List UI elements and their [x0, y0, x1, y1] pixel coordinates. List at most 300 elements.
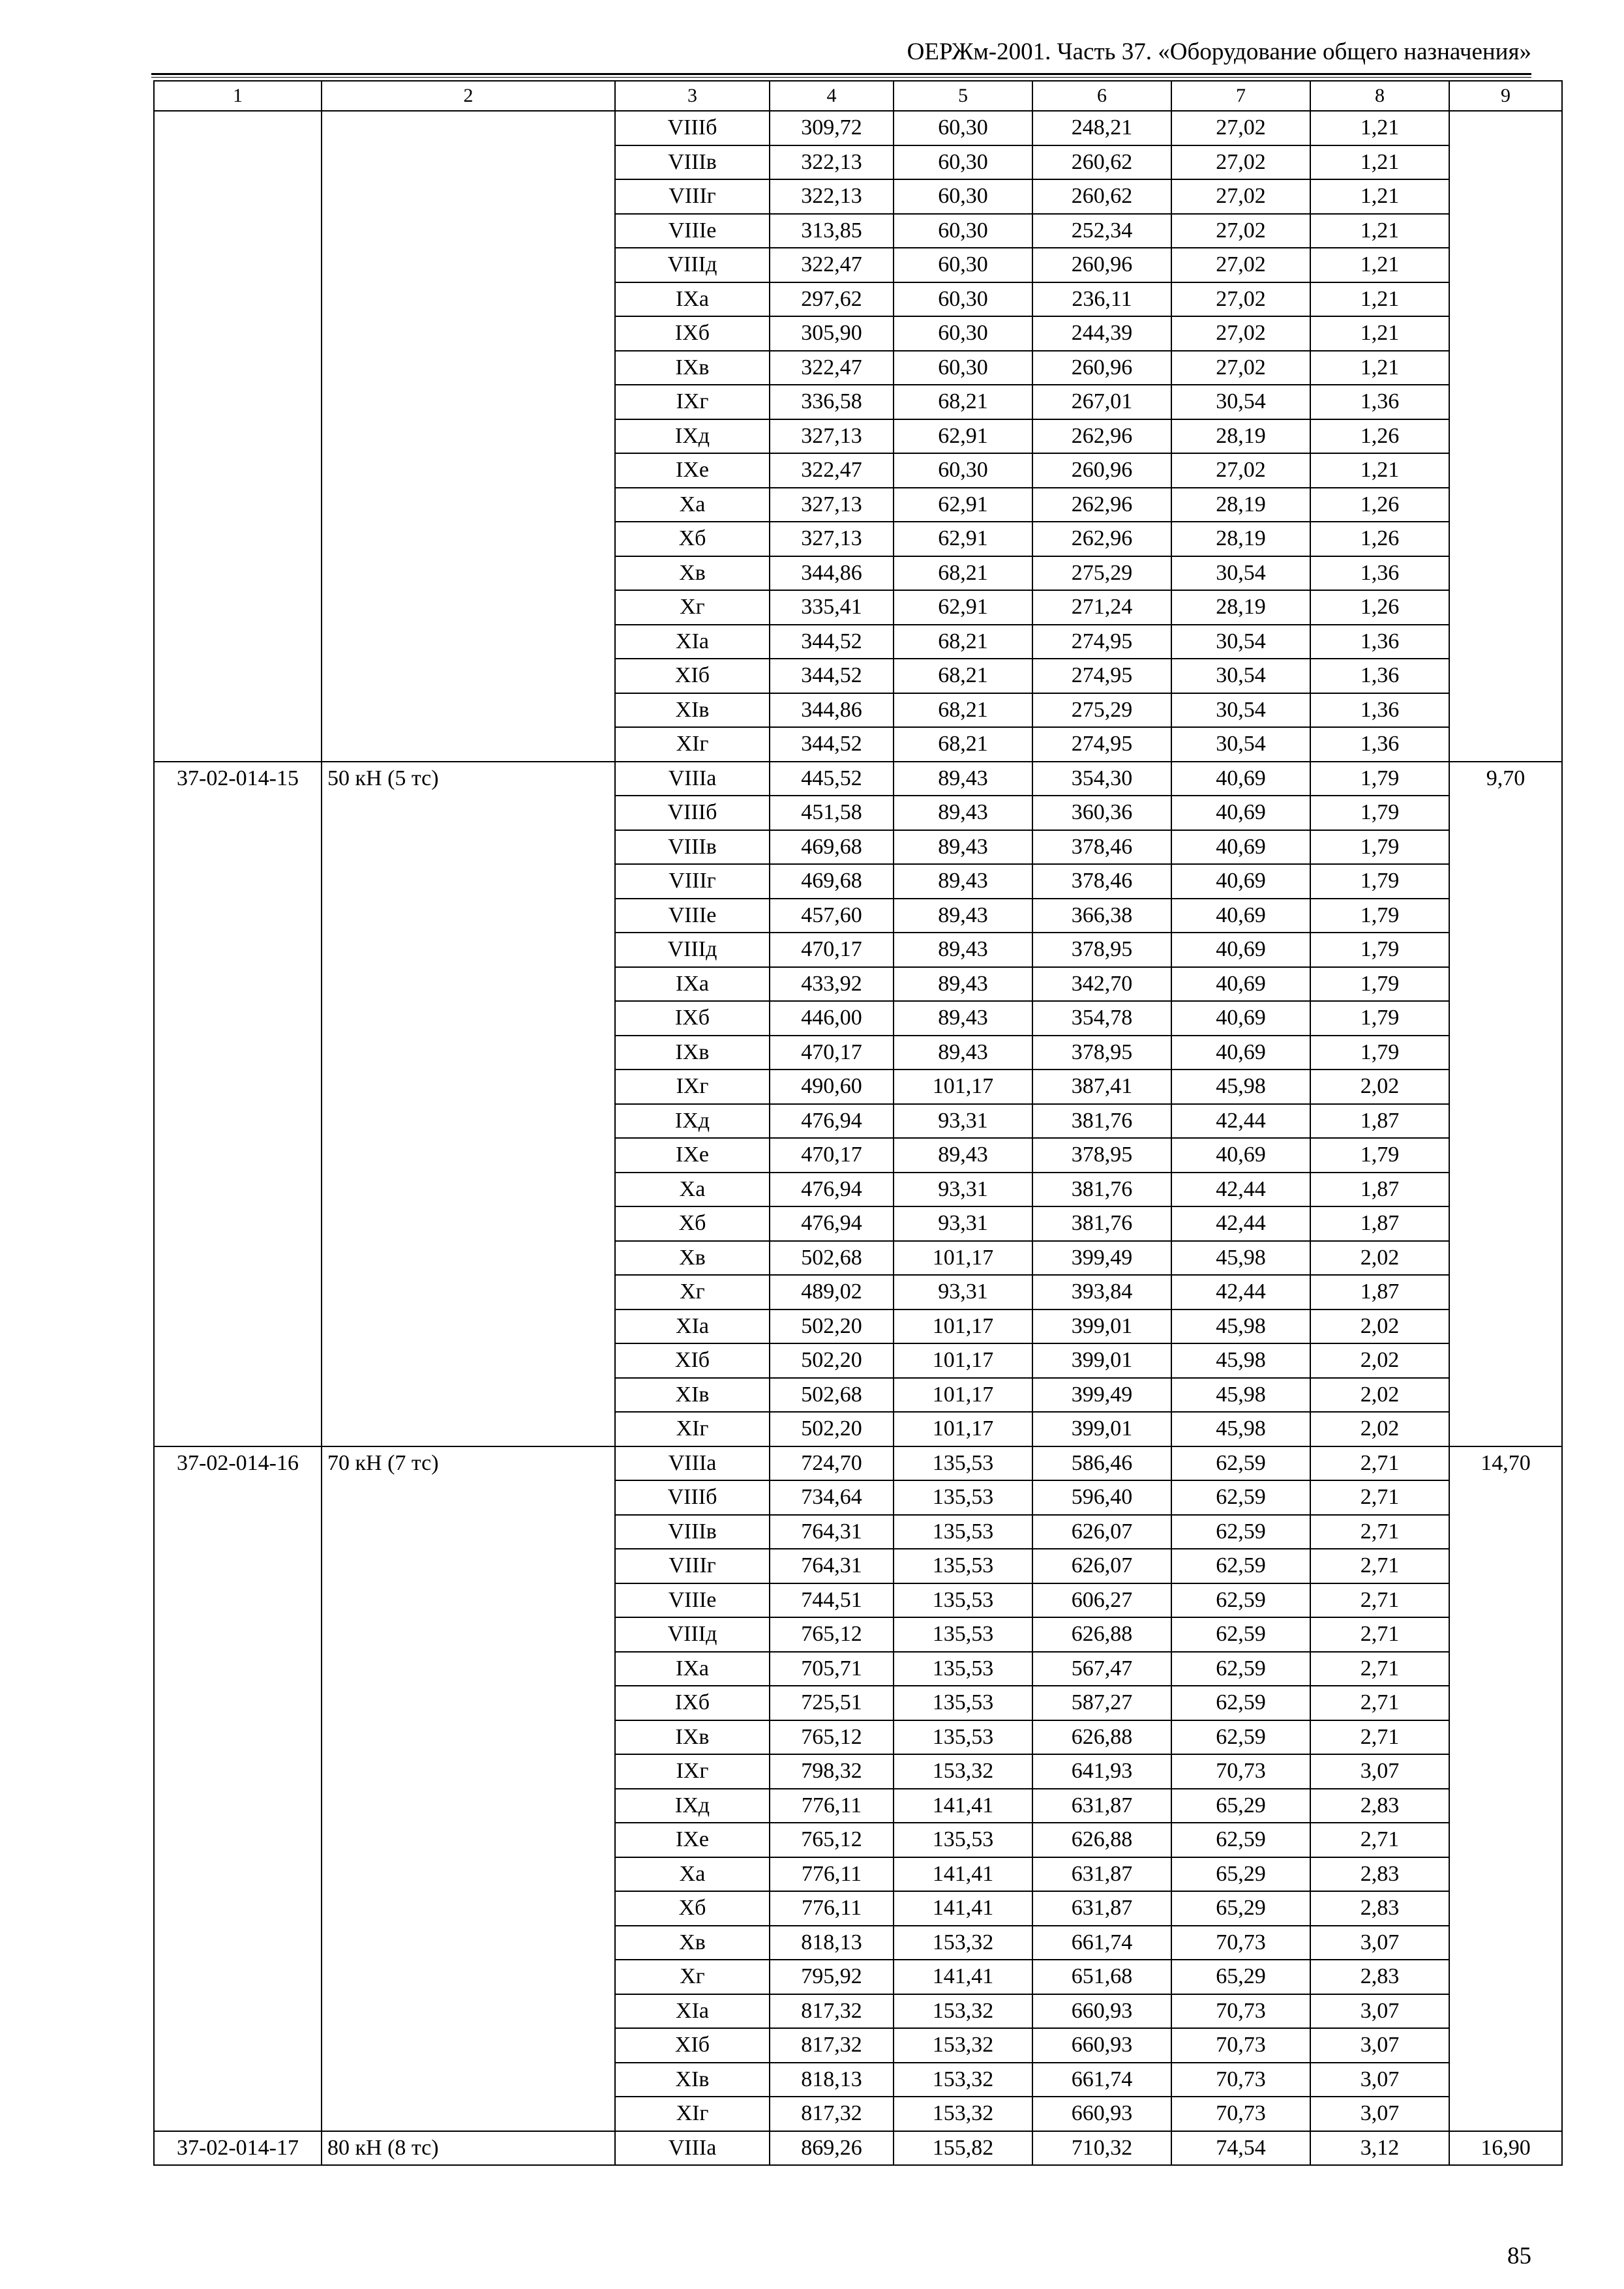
- value-cell: 399,49: [1032, 1241, 1171, 1276]
- value-cell: 65,29: [1171, 1960, 1310, 1994]
- value-cell: 135,53: [894, 1446, 1032, 1481]
- value-cell: 631,87: [1032, 1789, 1171, 1823]
- value-cell: 153,32: [894, 2028, 1032, 2063]
- region-cell: VIIIб: [615, 1480, 770, 1515]
- value-cell: 344,52: [770, 625, 894, 659]
- value-cell: 2,83: [1310, 1789, 1449, 1823]
- value-cell: 776,11: [770, 1891, 894, 1926]
- value-cell: 40,69: [1171, 933, 1310, 967]
- value-cell: 631,87: [1032, 1891, 1171, 1926]
- value-cell: 476,94: [770, 1206, 894, 1241]
- column-number: 5: [894, 81, 1032, 111]
- value-cell: 764,31: [770, 1549, 894, 1583]
- value-cell: 3,12: [1310, 2131, 1449, 2166]
- region-cell: IXе: [615, 453, 770, 488]
- value-cell: 93,31: [894, 1275, 1032, 1309]
- value-cell: 1,21: [1310, 351, 1449, 385]
- value-cell: 322,47: [770, 453, 894, 488]
- value-cell: 457,60: [770, 899, 894, 933]
- value-cell: 93,31: [894, 1206, 1032, 1241]
- value-cell: 40,69: [1171, 1036, 1310, 1070]
- value-cell: 399,49: [1032, 1378, 1171, 1413]
- value-cell: 502,68: [770, 1378, 894, 1413]
- value-cell: 135,53: [894, 1549, 1032, 1583]
- value-cell: 2,02: [1310, 1412, 1449, 1446]
- value-cell: 631,87: [1032, 1857, 1171, 1892]
- value-cell: 153,32: [894, 1994, 1032, 2029]
- value-cell: 344,52: [770, 727, 894, 762]
- value-cell: 68,21: [894, 693, 1032, 728]
- value-cell: 62,59: [1171, 1686, 1310, 1720]
- region-cell: XIв: [615, 2063, 770, 2097]
- value-cell: 60,30: [894, 282, 1032, 317]
- value-cell: 62,91: [894, 488, 1032, 522]
- value-cell: 101,17: [894, 1241, 1032, 1276]
- region-cell: VIIIв: [615, 1515, 770, 1549]
- value-cell: 1,87: [1310, 1275, 1449, 1309]
- value-cell: 818,13: [770, 1926, 894, 1960]
- value-cell: 626,07: [1032, 1549, 1171, 1583]
- value-cell: 45,98: [1171, 1343, 1310, 1378]
- col9-cell: [1449, 111, 1562, 762]
- value-cell: 30,54: [1171, 693, 1310, 728]
- value-cell: 28,19: [1171, 488, 1310, 522]
- value-cell: 399,01: [1032, 1412, 1171, 1446]
- value-cell: 660,93: [1032, 1994, 1171, 2029]
- value-cell: 1,21: [1310, 145, 1449, 180]
- region-cell: VIIIб: [615, 111, 770, 145]
- value-cell: 153,32: [894, 2097, 1032, 2131]
- value-cell: 27,02: [1171, 214, 1310, 248]
- value-cell: 489,02: [770, 1275, 894, 1309]
- value-cell: 381,76: [1032, 1104, 1171, 1139]
- value-cell: 393,84: [1032, 1275, 1171, 1309]
- value-cell: 651,68: [1032, 1960, 1171, 1994]
- value-cell: 40,69: [1171, 830, 1310, 865]
- value-cell: 502,20: [770, 1343, 894, 1378]
- value-cell: 626,88: [1032, 1720, 1171, 1755]
- region-cell: XIа: [615, 625, 770, 659]
- region-cell: VIIIг: [615, 864, 770, 899]
- table-row: [154, 2131, 1562, 2166]
- region-cell: VIIIб: [615, 796, 770, 830]
- value-cell: 3,07: [1310, 1926, 1449, 1960]
- value-cell: 335,41: [770, 590, 894, 625]
- region-cell: XIв: [615, 1378, 770, 1413]
- value-cell: 27,02: [1171, 316, 1310, 351]
- value-cell: 275,29: [1032, 556, 1171, 591]
- value-cell: 89,43: [894, 933, 1032, 967]
- value-cell: 313,85: [770, 214, 894, 248]
- table-body: [154, 81, 1562, 2165]
- table-row: [154, 1446, 1562, 1481]
- value-cell: 327,13: [770, 419, 894, 454]
- value-cell: 502,20: [770, 1309, 894, 1344]
- value-cell: 354,78: [1032, 1001, 1171, 1036]
- value-cell: 2,71: [1310, 1823, 1449, 1857]
- value-cell: 236,11: [1032, 282, 1171, 317]
- region-cell: XIб: [615, 659, 770, 693]
- value-cell: 62,91: [894, 522, 1032, 556]
- value-cell: 260,62: [1032, 179, 1171, 214]
- value-cell: 327,13: [770, 488, 894, 522]
- code-cell: [154, 111, 322, 762]
- value-cell: 470,17: [770, 933, 894, 967]
- value-cell: 765,12: [770, 1617, 894, 1652]
- value-cell: 89,43: [894, 1138, 1032, 1173]
- value-cell: 1,21: [1310, 316, 1449, 351]
- value-cell: 502,68: [770, 1241, 894, 1276]
- value-cell: 817,32: [770, 2028, 894, 2063]
- region-cell: VIIIд: [615, 248, 770, 282]
- region-cell: IXб: [615, 1686, 770, 1720]
- region-cell: XIа: [615, 1309, 770, 1344]
- value-cell: 817,32: [770, 1994, 894, 2029]
- name-cell: 50 кН (5 тс): [322, 762, 615, 1446]
- value-cell: 2,83: [1310, 1960, 1449, 1994]
- column-number: 8: [1310, 81, 1449, 111]
- value-cell: 74,54: [1171, 2131, 1310, 2166]
- value-cell: 1,87: [1310, 1206, 1449, 1241]
- value-cell: 660,93: [1032, 2097, 1171, 2131]
- region-cell: Xб: [615, 1206, 770, 1241]
- value-cell: 45,98: [1171, 1412, 1310, 1446]
- value-cell: 153,32: [894, 1754, 1032, 1789]
- value-cell: 626,88: [1032, 1823, 1171, 1857]
- value-cell: 567,47: [1032, 1652, 1171, 1686]
- value-cell: 2,71: [1310, 1446, 1449, 1481]
- value-cell: 40,69: [1171, 967, 1310, 1002]
- value-cell: 1,21: [1310, 111, 1449, 145]
- value-cell: 1,21: [1310, 282, 1449, 317]
- value-cell: 68,21: [894, 556, 1032, 591]
- value-cell: 1,79: [1310, 762, 1449, 796]
- value-cell: 378,95: [1032, 1036, 1171, 1070]
- value-cell: 1,79: [1310, 1036, 1449, 1070]
- name-cell: 80 кН (8 тс): [322, 2131, 615, 2166]
- value-cell: 586,46: [1032, 1446, 1171, 1481]
- value-cell: 27,02: [1171, 179, 1310, 214]
- column-number: 2: [322, 81, 615, 111]
- value-cell: 262,96: [1032, 488, 1171, 522]
- code-cell: 37-02-014-15: [154, 762, 322, 1446]
- value-cell: 2,02: [1310, 1070, 1449, 1104]
- value-cell: 381,76: [1032, 1206, 1171, 1241]
- column-number: 7: [1171, 81, 1310, 111]
- header-rule: [151, 77, 1531, 78]
- value-cell: 469,68: [770, 864, 894, 899]
- value-cell: 260,96: [1032, 351, 1171, 385]
- value-cell: 135,53: [894, 1686, 1032, 1720]
- value-cell: 262,96: [1032, 522, 1171, 556]
- region-cell: VIIIа: [615, 2131, 770, 2166]
- region-cell: IXб: [615, 1001, 770, 1036]
- name-cell: [322, 111, 615, 762]
- region-cell: VIIIд: [615, 1617, 770, 1652]
- value-cell: 62,59: [1171, 1480, 1310, 1515]
- value-cell: 68,21: [894, 625, 1032, 659]
- region-cell: Xв: [615, 556, 770, 591]
- value-cell: 62,59: [1171, 1446, 1310, 1481]
- value-cell: 68,21: [894, 727, 1032, 762]
- value-cell: 27,02: [1171, 453, 1310, 488]
- region-cell: Xг: [615, 590, 770, 625]
- value-cell: 2,02: [1310, 1241, 1449, 1276]
- value-cell: 45,98: [1171, 1309, 1310, 1344]
- value-cell: 1,79: [1310, 1138, 1449, 1173]
- value-cell: 135,53: [894, 1652, 1032, 1686]
- value-cell: 60,30: [894, 351, 1032, 385]
- col9-cell: 9,70: [1449, 762, 1562, 1446]
- value-cell: 1,36: [1310, 659, 1449, 693]
- value-cell: 60,30: [894, 316, 1032, 351]
- region-cell: IXг: [615, 1754, 770, 1789]
- value-cell: 725,51: [770, 1686, 894, 1720]
- value-cell: 3,07: [1310, 1994, 1449, 2029]
- page-header-title: ОЕРЖм-2001. Часть 37. «Оборудование общего назначения»: [907, 38, 1531, 65]
- value-cell: 93,31: [894, 1173, 1032, 1207]
- value-cell: 248,21: [1032, 111, 1171, 145]
- value-cell: 378,95: [1032, 933, 1171, 967]
- value-cell: 765,12: [770, 1823, 894, 1857]
- value-cell: 70,73: [1171, 1994, 1310, 2029]
- value-cell: 260,96: [1032, 453, 1171, 488]
- value-cell: 2,71: [1310, 1515, 1449, 1549]
- region-cell: VIIIв: [615, 145, 770, 180]
- value-cell: 40,69: [1171, 1138, 1310, 1173]
- value-cell: 28,19: [1171, 590, 1310, 625]
- value-cell: 399,01: [1032, 1309, 1171, 1344]
- region-cell: XIб: [615, 2028, 770, 2063]
- value-cell: 40,69: [1171, 864, 1310, 899]
- value-cell: 262,96: [1032, 419, 1171, 454]
- region-cell: IXд: [615, 419, 770, 454]
- value-cell: 360,36: [1032, 796, 1171, 830]
- value-cell: 101,17: [894, 1343, 1032, 1378]
- value-cell: 795,92: [770, 1960, 894, 1994]
- value-cell: 45,98: [1171, 1241, 1310, 1276]
- region-cell: Xб: [615, 522, 770, 556]
- value-cell: 734,64: [770, 1480, 894, 1515]
- region-cell: Xв: [615, 1926, 770, 1960]
- value-cell: 60,30: [894, 111, 1032, 145]
- value-cell: 764,31: [770, 1515, 894, 1549]
- region-cell: Xа: [615, 1857, 770, 1892]
- value-cell: 60,30: [894, 248, 1032, 282]
- value-cell: 3,07: [1310, 2063, 1449, 2097]
- value-cell: 869,26: [770, 2131, 894, 2166]
- value-cell: 45,98: [1171, 1070, 1310, 1104]
- value-cell: 40,69: [1171, 762, 1310, 796]
- value-cell: 3,07: [1310, 2097, 1449, 2131]
- value-cell: 42,44: [1171, 1206, 1310, 1241]
- value-cell: 1,79: [1310, 933, 1449, 967]
- region-cell: Xб: [615, 1891, 770, 1926]
- value-cell: 1,79: [1310, 830, 1449, 865]
- value-cell: 101,17: [894, 1309, 1032, 1344]
- value-cell: 27,02: [1171, 248, 1310, 282]
- value-cell: 155,82: [894, 2131, 1032, 2166]
- region-cell: IXд: [615, 1789, 770, 1823]
- value-cell: 661,74: [1032, 2063, 1171, 2097]
- value-cell: 641,93: [1032, 1754, 1171, 1789]
- code-cell: 37-02-014-16: [154, 1446, 322, 2131]
- value-cell: 62,59: [1171, 1617, 1310, 1652]
- value-cell: 62,59: [1171, 1583, 1310, 1618]
- value-cell: 469,68: [770, 830, 894, 865]
- value-cell: 1,36: [1310, 556, 1449, 591]
- value-cell: 344,52: [770, 659, 894, 693]
- value-cell: 101,17: [894, 1378, 1032, 1413]
- value-cell: 342,70: [1032, 967, 1171, 1002]
- value-cell: 626,07: [1032, 1515, 1171, 1549]
- value-cell: 1,79: [1310, 1001, 1449, 1036]
- value-cell: 30,54: [1171, 659, 1310, 693]
- region-cell: XIа: [615, 1994, 770, 2029]
- region-cell: IXа: [615, 967, 770, 1002]
- value-cell: 661,74: [1032, 1926, 1171, 1960]
- region-cell: Xг: [615, 1275, 770, 1309]
- value-cell: 60,30: [894, 145, 1032, 180]
- value-cell: 366,38: [1032, 899, 1171, 933]
- col9-cell: 14,70: [1449, 1446, 1562, 2131]
- value-cell: 1,21: [1310, 214, 1449, 248]
- value-cell: 1,21: [1310, 248, 1449, 282]
- value-cell: 27,02: [1171, 282, 1310, 317]
- value-cell: 89,43: [894, 1036, 1032, 1070]
- value-cell: 322,47: [770, 351, 894, 385]
- value-cell: 135,53: [894, 1515, 1032, 1549]
- value-cell: 724,70: [770, 1446, 894, 1481]
- table-row: [154, 111, 1562, 145]
- region-cell: XIг: [615, 727, 770, 762]
- value-cell: 30,54: [1171, 727, 1310, 762]
- value-cell: 153,32: [894, 1926, 1032, 1960]
- value-cell: 135,53: [894, 1823, 1032, 1857]
- value-cell: 141,41: [894, 1789, 1032, 1823]
- value-cell: 2,71: [1310, 1686, 1449, 1720]
- value-cell: 378,46: [1032, 864, 1171, 899]
- value-cell: 89,43: [894, 899, 1032, 933]
- value-cell: 260,96: [1032, 248, 1171, 282]
- value-cell: 1,26: [1310, 522, 1449, 556]
- value-cell: 62,59: [1171, 1720, 1310, 1755]
- value-cell: 135,53: [894, 1480, 1032, 1515]
- region-cell: IXа: [615, 282, 770, 317]
- value-cell: 70,73: [1171, 2097, 1310, 2131]
- region-cell: IXд: [615, 1104, 770, 1139]
- value-cell: 817,32: [770, 2097, 894, 2131]
- value-cell: 1,87: [1310, 1173, 1449, 1207]
- value-cell: 606,27: [1032, 1583, 1171, 1618]
- value-cell: 587,27: [1032, 1686, 1171, 1720]
- value-cell: 470,17: [770, 1138, 894, 1173]
- region-cell: VIIIг: [615, 179, 770, 214]
- value-cell: 297,62: [770, 282, 894, 317]
- region-cell: VIIIв: [615, 830, 770, 865]
- value-cell: 705,71: [770, 1652, 894, 1686]
- value-cell: 60,30: [894, 179, 1032, 214]
- value-cell: 3,07: [1310, 2028, 1449, 2063]
- value-cell: 135,53: [894, 1720, 1032, 1755]
- value-cell: 101,17: [894, 1070, 1032, 1104]
- region-cell: IXв: [615, 351, 770, 385]
- value-cell: 2,71: [1310, 1583, 1449, 1618]
- value-cell: 60,30: [894, 453, 1032, 488]
- value-cell: 252,34: [1032, 214, 1171, 248]
- value-cell: 451,58: [770, 796, 894, 830]
- region-cell: IXв: [615, 1720, 770, 1755]
- value-cell: 445,52: [770, 762, 894, 796]
- value-cell: 141,41: [894, 1891, 1032, 1926]
- value-cell: 502,20: [770, 1412, 894, 1446]
- page-number: 85: [1507, 2243, 1531, 2269]
- value-cell: 1,79: [1310, 899, 1449, 933]
- value-cell: 2,83: [1310, 1891, 1449, 1926]
- value-cell: 70,73: [1171, 2028, 1310, 2063]
- value-cell: 818,13: [770, 2063, 894, 2097]
- price-table: [153, 80, 1563, 2166]
- value-cell: 40,69: [1171, 796, 1310, 830]
- value-cell: 89,43: [894, 1001, 1032, 1036]
- value-cell: 381,76: [1032, 1173, 1171, 1207]
- value-cell: 1,21: [1310, 453, 1449, 488]
- code-cell: 37-02-014-17: [154, 2131, 322, 2166]
- value-cell: 2,71: [1310, 1652, 1449, 1686]
- value-cell: 30,54: [1171, 556, 1310, 591]
- region-cell: IXб: [615, 316, 770, 351]
- value-cell: 798,32: [770, 1754, 894, 1789]
- value-cell: 89,43: [894, 967, 1032, 1002]
- value-cell: 1,26: [1310, 590, 1449, 625]
- value-cell: 27,02: [1171, 111, 1310, 145]
- region-cell: VIIIе: [615, 899, 770, 933]
- value-cell: 40,69: [1171, 899, 1310, 933]
- col9-cell: 16,90: [1449, 2131, 1562, 2166]
- column-number: 3: [615, 81, 770, 111]
- region-cell: IXг: [615, 1070, 770, 1104]
- value-cell: 2,71: [1310, 1617, 1449, 1652]
- value-cell: 68,21: [894, 659, 1032, 693]
- value-cell: 62,59: [1171, 1549, 1310, 1583]
- value-cell: 101,17: [894, 1412, 1032, 1446]
- value-cell: 378,95: [1032, 1138, 1171, 1173]
- value-cell: 65,29: [1171, 1789, 1310, 1823]
- value-cell: 60,30: [894, 214, 1032, 248]
- value-cell: 275,29: [1032, 693, 1171, 728]
- value-cell: 626,88: [1032, 1617, 1171, 1652]
- value-cell: 271,24: [1032, 590, 1171, 625]
- value-cell: 354,30: [1032, 762, 1171, 796]
- region-cell: VIIIа: [615, 762, 770, 796]
- value-cell: 1,36: [1310, 385, 1449, 419]
- value-cell: 45,98: [1171, 1378, 1310, 1413]
- value-cell: 1,79: [1310, 864, 1449, 899]
- value-cell: 776,11: [770, 1789, 894, 1823]
- value-cell: 27,02: [1171, 351, 1310, 385]
- region-cell: XIг: [615, 1412, 770, 1446]
- value-cell: 1,79: [1310, 967, 1449, 1002]
- value-cell: 62,91: [894, 590, 1032, 625]
- column-number: 1: [154, 81, 322, 111]
- value-cell: 1,26: [1310, 488, 1449, 522]
- value-cell: 3,07: [1310, 1754, 1449, 1789]
- region-cell: Xв: [615, 1241, 770, 1276]
- value-cell: 274,95: [1032, 659, 1171, 693]
- value-cell: 1,36: [1310, 727, 1449, 762]
- value-cell: 378,46: [1032, 830, 1171, 865]
- value-cell: 244,39: [1032, 316, 1171, 351]
